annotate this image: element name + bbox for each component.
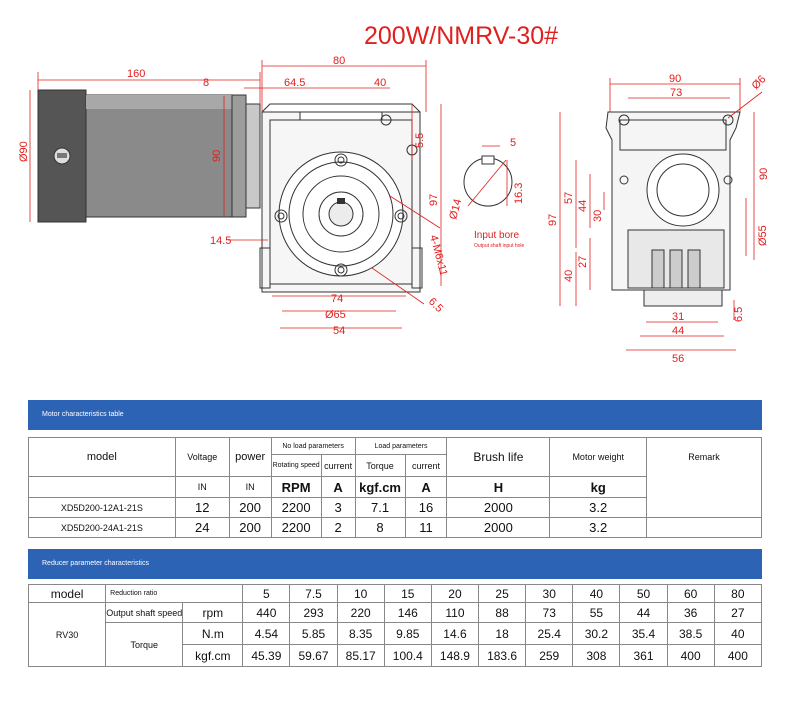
table-row: [29, 585, 762, 603]
speed-cell: 55: [573, 603, 620, 623]
col-rotating-speed: Rotating speed: [271, 455, 321, 477]
speed-cell: 88: [479, 603, 526, 623]
table-row: [29, 603, 762, 623]
row-l-current: 16: [405, 498, 447, 518]
dim-side-dia6: Ø6: [749, 73, 769, 93]
reduction-ratio-label: Reduction ratio: [106, 585, 243, 603]
dim-front-160: 160: [127, 68, 146, 80]
torque-nm-cell: 8.35: [337, 623, 384, 645]
speed-cell: 27: [714, 603, 761, 623]
motor-characteristics-table: [28, 437, 762, 538]
dim-side-90-top: 90: [669, 73, 682, 85]
dim-front-5-5: 5.5: [414, 132, 426, 148]
dim-side-97: 97: [547, 213, 559, 226]
dim-side-57: 57: [563, 191, 575, 204]
col-remark: Remark: [647, 438, 762, 518]
row-rpm: 2200: [271, 518, 321, 538]
speed-cell: 73: [526, 603, 573, 623]
unit-brush-life: H: [447, 477, 550, 498]
dim-side-27: 27: [577, 255, 589, 268]
ratio-cell: 30: [526, 585, 573, 603]
dim-side-6-5: 6.5: [733, 306, 745, 322]
col-voltage: Voltage: [175, 438, 229, 477]
motor-body: [38, 90, 260, 222]
speed-cell: 220: [337, 603, 384, 623]
row-rpm: 2200: [271, 498, 321, 518]
col-load: Load parameters: [355, 438, 447, 455]
dim-side-40: 40: [563, 269, 575, 282]
ratio-cell: 50: [620, 585, 667, 603]
col-no-load-current: current: [321, 455, 355, 477]
torque-nm-cell: 9.85: [384, 623, 431, 645]
torque-kgf-cell: 59.67: [290, 645, 337, 667]
reducer-table-title: Reducer parameter characteristics: [42, 560, 149, 567]
reducer-parameter-table: [28, 584, 762, 667]
ratio-cell: 80: [714, 585, 761, 603]
torque-nm-cell: 35.4: [620, 623, 667, 645]
ratio-cell: 60: [667, 585, 714, 603]
row-model: XD5D200-12A1-21S: [29, 498, 176, 518]
col-model: model: [29, 438, 176, 477]
dim-front-m6x11: 4-M6x11: [427, 233, 450, 278]
reducer-table-header: [28, 549, 762, 579]
dim-front-dia65: Ø65: [325, 309, 346, 321]
speed-cell: 146: [384, 603, 431, 623]
dim-front-14-5: 14.5: [210, 235, 232, 247]
row-nl-current: 3: [321, 498, 355, 518]
dim-front-74: 74: [331, 293, 344, 305]
torque-kgf-cell: 85.17: [337, 645, 384, 667]
torque-nm-cell: 40: [714, 623, 761, 645]
torque-kgf-cell: 100.4: [384, 645, 431, 667]
reducer-model-label: model: [29, 585, 106, 603]
row-torque: 8: [355, 518, 405, 538]
torque-kgf-cell: 400: [714, 645, 761, 667]
unit-torque: kgf.cm: [355, 477, 405, 498]
dim-side-56: 56: [672, 353, 685, 365]
unit-l-current: A: [405, 477, 447, 498]
torque-kgf-cell: 183.6: [479, 645, 526, 667]
torque-kgf-cell: 361: [620, 645, 667, 667]
torque-nm-cell: 18: [479, 623, 526, 645]
torque-kgf-cell: 308: [573, 645, 620, 667]
unit-nl-current: A: [321, 477, 355, 498]
torque-nm-cell: 14.6: [431, 623, 478, 645]
ratio-cell: 7.5: [290, 585, 337, 603]
speed-cell: 293: [290, 603, 337, 623]
unit-rpm: RPM: [271, 477, 321, 498]
dim-front-dia90: Ø90: [18, 141, 30, 162]
motor-table-header: [28, 400, 762, 430]
row-nl-current: 2: [321, 518, 355, 538]
bore-sublabel: Output shaft input hole: [474, 243, 525, 249]
unit-power: IN: [229, 477, 271, 498]
ratio-cell: 25: [479, 585, 526, 603]
col-brush-life: Brush life: [447, 438, 550, 477]
row-voltage: 12: [175, 498, 229, 518]
ratio-cell: 10: [337, 585, 384, 603]
table-row: [29, 623, 762, 645]
torque-nm-cell: 4.54: [243, 623, 290, 645]
dim-front-40: 40: [374, 77, 387, 89]
ratio-cell: 15: [384, 585, 431, 603]
unit-voltage: IN: [175, 477, 229, 498]
ratio-cell: 5: [243, 585, 290, 603]
output-speed-label: Output shaft speed: [106, 603, 183, 623]
dim-front-80: 80: [333, 55, 346, 67]
dim-front-54: 54: [333, 325, 346, 337]
dim-side-44-left: 44: [577, 199, 589, 212]
row-power: 200: [229, 518, 271, 538]
row-voltage: 24: [175, 518, 229, 538]
dim-side-73: 73: [670, 87, 683, 99]
torque-nm-cell: 25.4: [526, 623, 573, 645]
torque-nm-cell: 38.5: [667, 623, 714, 645]
gearbox-front: [260, 104, 422, 292]
row-weight: 3.2: [550, 518, 647, 538]
dim-front-64-5: 64.5: [284, 77, 306, 89]
dim-bore-dia14: Ø14: [447, 197, 465, 221]
torque-kgf-cell: 259: [526, 645, 573, 667]
speed-unit: rpm: [183, 603, 243, 623]
col-weight: Motor weight: [550, 438, 647, 477]
torque-kgf-cell: 400: [667, 645, 714, 667]
dim-front-97: 97: [428, 193, 440, 206]
row-l-current: 11: [405, 518, 447, 538]
row-weight: 3.2: [550, 498, 647, 518]
row-model: XD5D200-24A1-21S: [29, 518, 176, 538]
torque-nm-cell: 30.2: [573, 623, 620, 645]
terminal-slot: [57, 153, 67, 158]
row-power: 200: [229, 498, 271, 518]
gearbox-side: [606, 112, 740, 306]
dim-side-44-bottom: 44: [672, 325, 685, 337]
speed-cell: 44: [620, 603, 667, 623]
unit-weight: kg: [550, 477, 647, 498]
speed-cell: 110: [431, 603, 478, 623]
input-bore: [464, 156, 512, 206]
dim-side-90-right: 90: [758, 167, 770, 180]
col-torque: Torque: [355, 455, 405, 477]
torque-kgf-unit: kgf.cm: [183, 645, 243, 667]
torque-nm-unit: N.m: [183, 623, 243, 645]
row-brush-life: 2000: [447, 518, 550, 538]
torque-nm-cell: 5.85: [290, 623, 337, 645]
reducer-model-value: RV30: [29, 603, 106, 667]
col-power: power: [229, 438, 271, 477]
col-no-load: No load parameters: [271, 438, 355, 455]
dim-side-31: 31: [672, 311, 685, 323]
dim-side-30: 30: [592, 209, 604, 222]
page-title: 200W/NMRV-30#: [364, 22, 559, 50]
dim-front-90: 90: [211, 149, 223, 162]
speed-cell: 440: [243, 603, 290, 623]
col-load-current: current: [405, 455, 447, 477]
table-row: [29, 518, 762, 538]
dim-side-dia55: Ø55: [757, 225, 769, 246]
torque-kgf-cell: 45.39: [243, 645, 290, 667]
dim-front-8: 8: [203, 77, 210, 89]
torque-kgf-cell: 148.9: [431, 645, 478, 667]
ratio-cell: 20: [431, 585, 478, 603]
speed-cell: 36: [667, 603, 714, 623]
torque-label: Torque: [106, 623, 183, 667]
bore-label: Input bore: [474, 230, 520, 241]
motor-table-title: Motor characteristics table: [42, 411, 124, 418]
row-brush-life: 2000: [447, 498, 550, 518]
dim-front-6-5: 6.5: [425, 295, 446, 315]
dim-bore-5: 5: [510, 137, 517, 149]
row-torque: 7.1: [355, 498, 405, 518]
dim-bore-16-3: 16.3: [513, 182, 525, 204]
ratio-cell: 40: [573, 585, 620, 603]
